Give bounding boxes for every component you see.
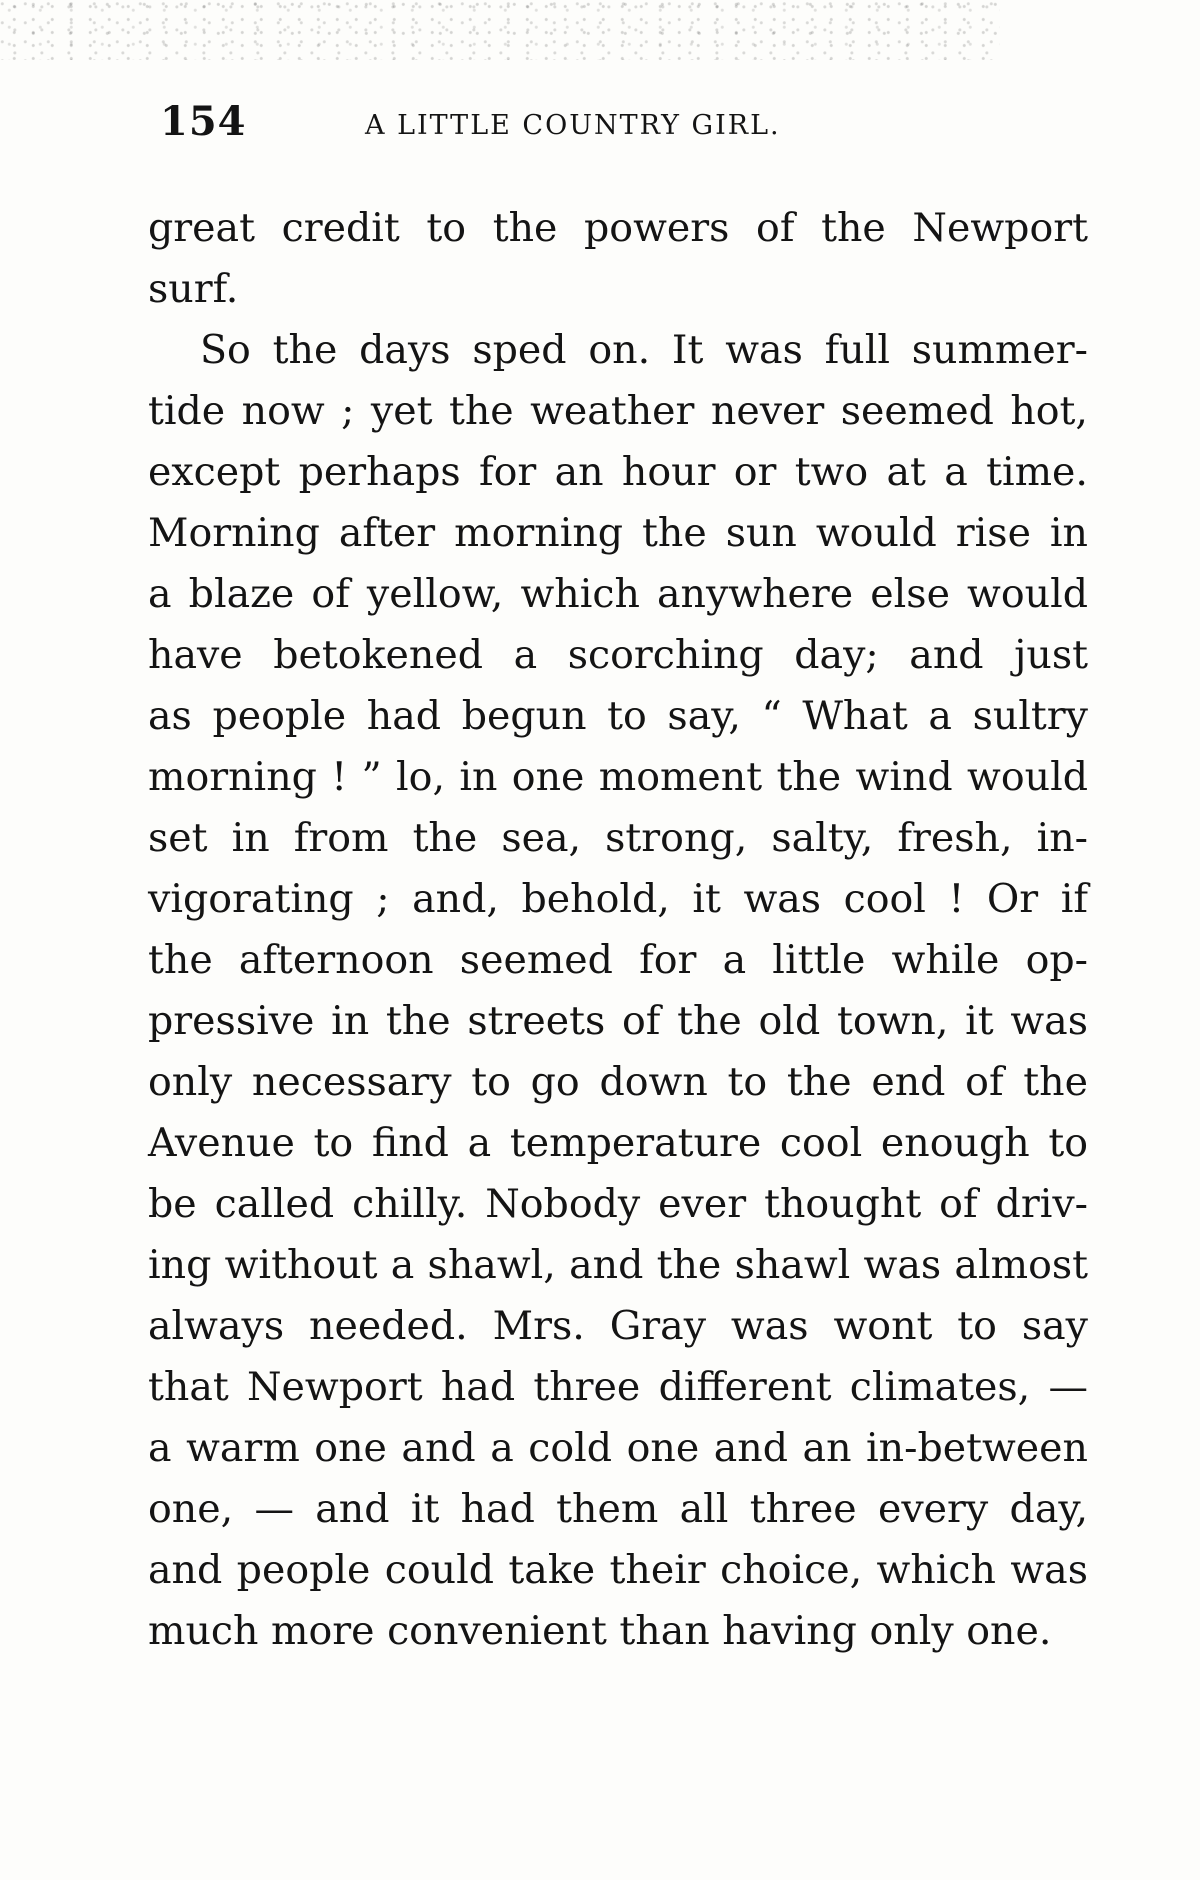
text-line: much more convenient than having only one. [148, 1608, 1052, 1654]
text-line: vigorating ; and, behold, it was cool ! Or if [148, 876, 1088, 922]
text-line: Avenue to find a temperature cool enough to [148, 1120, 1088, 1166]
text-line: always needed. Mrs. Gray was wont to say [148, 1303, 1088, 1349]
text-line: have betokened a scorching day; and just [148, 632, 1088, 678]
paragraph-1 [148, 198, 1088, 320]
text-line: surf. [148, 266, 239, 312]
text-line: Morning after morning the sun would rise in [148, 510, 1088, 556]
page-number: 154 [160, 98, 247, 145]
body-text [148, 198, 1088, 1662]
text-line: one, — and it had them all three every day, [148, 1486, 1088, 1532]
text-line: and people could take their choice, which was [148, 1547, 1088, 1593]
text-line: ing without a shawl, and the shawl was almost [148, 1242, 1088, 1288]
top-edge-speckle [0, 0, 1000, 60]
text-line: only necessary to go down to the end of the [148, 1059, 1088, 1105]
text-line: morning ! ” lo, in one moment the wind would [148, 754, 1088, 800]
text-line: great credit to the powers of the Newport [148, 205, 1088, 251]
text-line: a warm one and a cold one and an in-between [148, 1425, 1088, 1471]
text-line: except perhaps for an hour or two at a time. [148, 449, 1088, 495]
text-line: a blaze of yellow, which anywhere else would [148, 571, 1088, 617]
text-line: So the days sped on. It was full summer- [200, 327, 1088, 373]
text-line: tide now ; yet the weather never seemed hot, [148, 388, 1088, 434]
text-line: pressive in the streets of the old town, it was [148, 998, 1088, 1044]
text-line: set in from the sea, strong, salty, fresh, in- [148, 815, 1088, 861]
page-header [160, 98, 1060, 158]
text-line: as people had begun to say, “ What a sultry [148, 693, 1088, 739]
paragraph-2 [148, 320, 1088, 1662]
text-line: be called chilly. Nobody ever thought of driv- [148, 1181, 1088, 1227]
running-title: A LITTLE COUNTRY GIRL. [365, 110, 781, 141]
text-line: the afternoon seemed for a little while op- [148, 937, 1088, 983]
text-line: that Newport had three different climates, — [148, 1364, 1088, 1410]
